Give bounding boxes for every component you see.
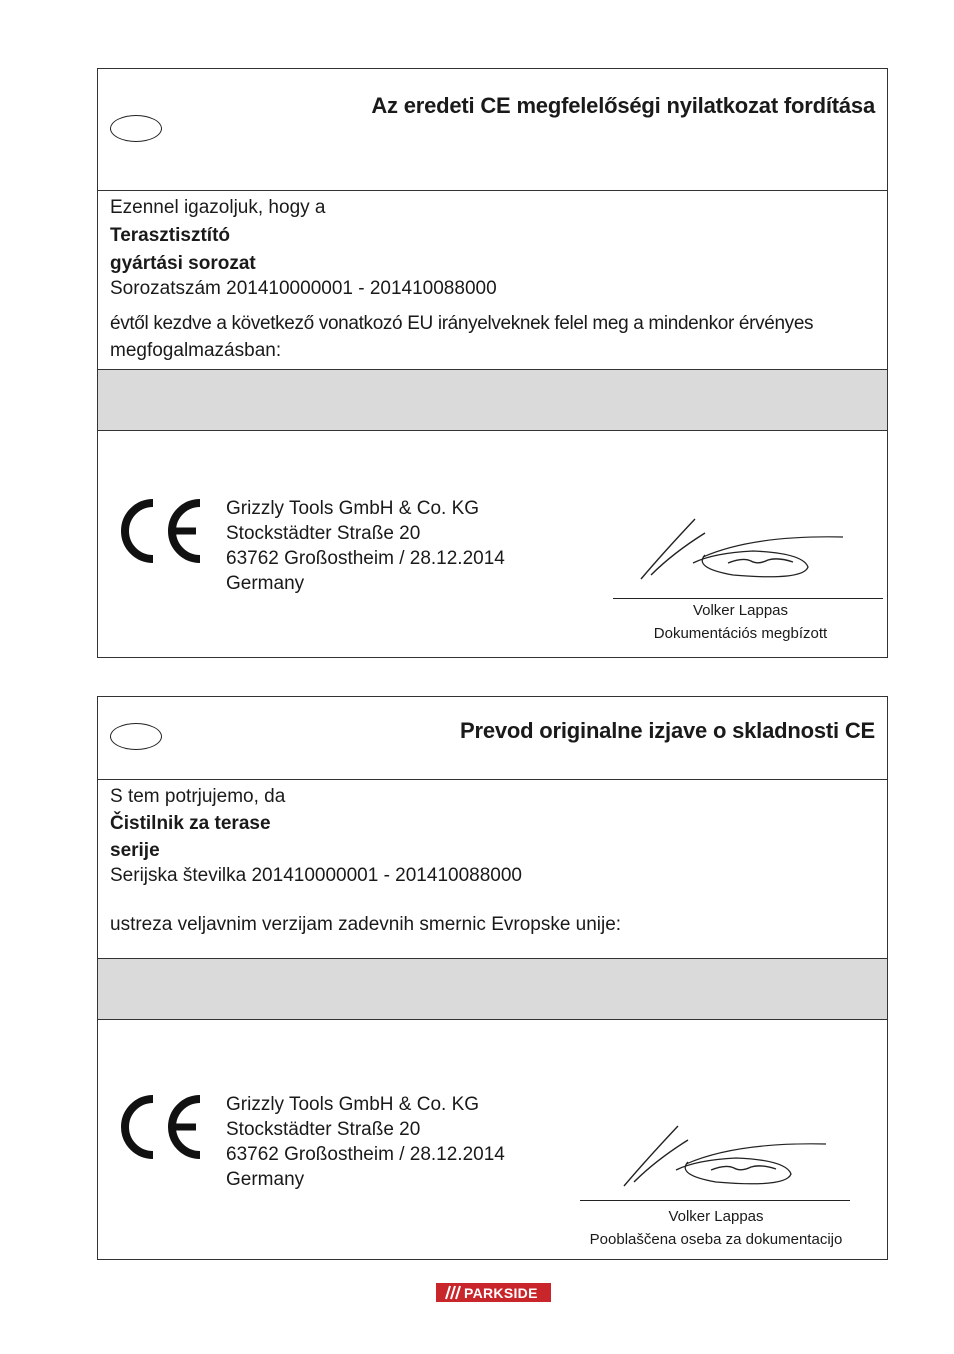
country-oval-icon [110, 115, 162, 142]
manufacturer-address [226, 1092, 505, 1192]
country: Germany [226, 1169, 305, 1190]
intro-text: Ezennel igazoljuk, hogy a [110, 197, 326, 218]
product-name: Terasztisztító [110, 225, 231, 246]
ce-mark-icon [120, 497, 204, 565]
ce-mark-icon [120, 1093, 204, 1161]
series-label: serije [110, 840, 160, 861]
signer-role: Pooblaščena oseba za dokumentacijo [589, 1231, 843, 1248]
serial-number: Sorozatszám 201410000001 - 201410088000 [110, 278, 497, 299]
declaration-body [98, 191, 887, 370]
conformity-text-1: ustreza veljavnim verzijam zadevnih smernic Evropske unije: [110, 914, 622, 935]
declaration-footer [98, 1020, 887, 1262]
street: Stockstädter Straße 20 [226, 1119, 421, 1140]
declaration-body [98, 780, 887, 959]
product-name: Čistilnik za terase [110, 813, 271, 834]
city-date: 63762 Großostheim / 28.12.2014 [226, 548, 505, 569]
manufacturer-address [226, 496, 505, 596]
directives-band [98, 959, 887, 1020]
declaration-hu [97, 68, 888, 658]
directives-band [98, 370, 887, 431]
handwritten-signature [616, 1120, 836, 1190]
handwritten-signature [633, 513, 853, 583]
company-name: Grizzly Tools GmbH & Co. KG [226, 1094, 480, 1115]
declaration-sl [97, 696, 888, 1260]
declaration-footer [98, 431, 887, 657]
serial-number: Serijska številka 201410000001 - 201410088000 [110, 865, 522, 886]
conformity-text-2: megfogalmazásban: [110, 340, 282, 361]
street: Stockstädter Straße 20 [226, 523, 421, 544]
declaration-header [98, 69, 887, 191]
conformity-text-1: évtől kezdve a következő vonatkozó EU irányelveknek felel meg a mindenkor érvényes [110, 313, 814, 334]
signature-line [580, 1200, 850, 1201]
intro-text: S tem potrjujemo, da [110, 786, 286, 807]
signer-name: Volker Lappas [692, 602, 789, 619]
company-name: Grizzly Tools GmbH & Co. KG [226, 498, 480, 519]
signer-name: Volker Lappas [668, 1208, 764, 1225]
signer-info [576, 1205, 856, 1251]
declaration-title: Az eredeti CE megfelelőségi nyilatkozat fordítása [371, 93, 875, 118]
declaration-header [98, 697, 887, 780]
city-date: 63762 Großostheim / 28.12.2014 [226, 1144, 505, 1165]
parkside-logo [436, 1283, 551, 1302]
country: Germany [226, 573, 305, 594]
signer-role: Dokumentációs megbízott [653, 625, 828, 642]
logo-stripes-icon [436, 1283, 464, 1302]
logo-text: PARKSIDE [464, 1284, 538, 1301]
signer-info [613, 599, 868, 645]
country-oval-icon [110, 723, 162, 750]
series-label: gyártási sorozat [110, 253, 256, 274]
declaration-title: Prevod originalne izjave o skladnosti CE [459, 718, 875, 743]
